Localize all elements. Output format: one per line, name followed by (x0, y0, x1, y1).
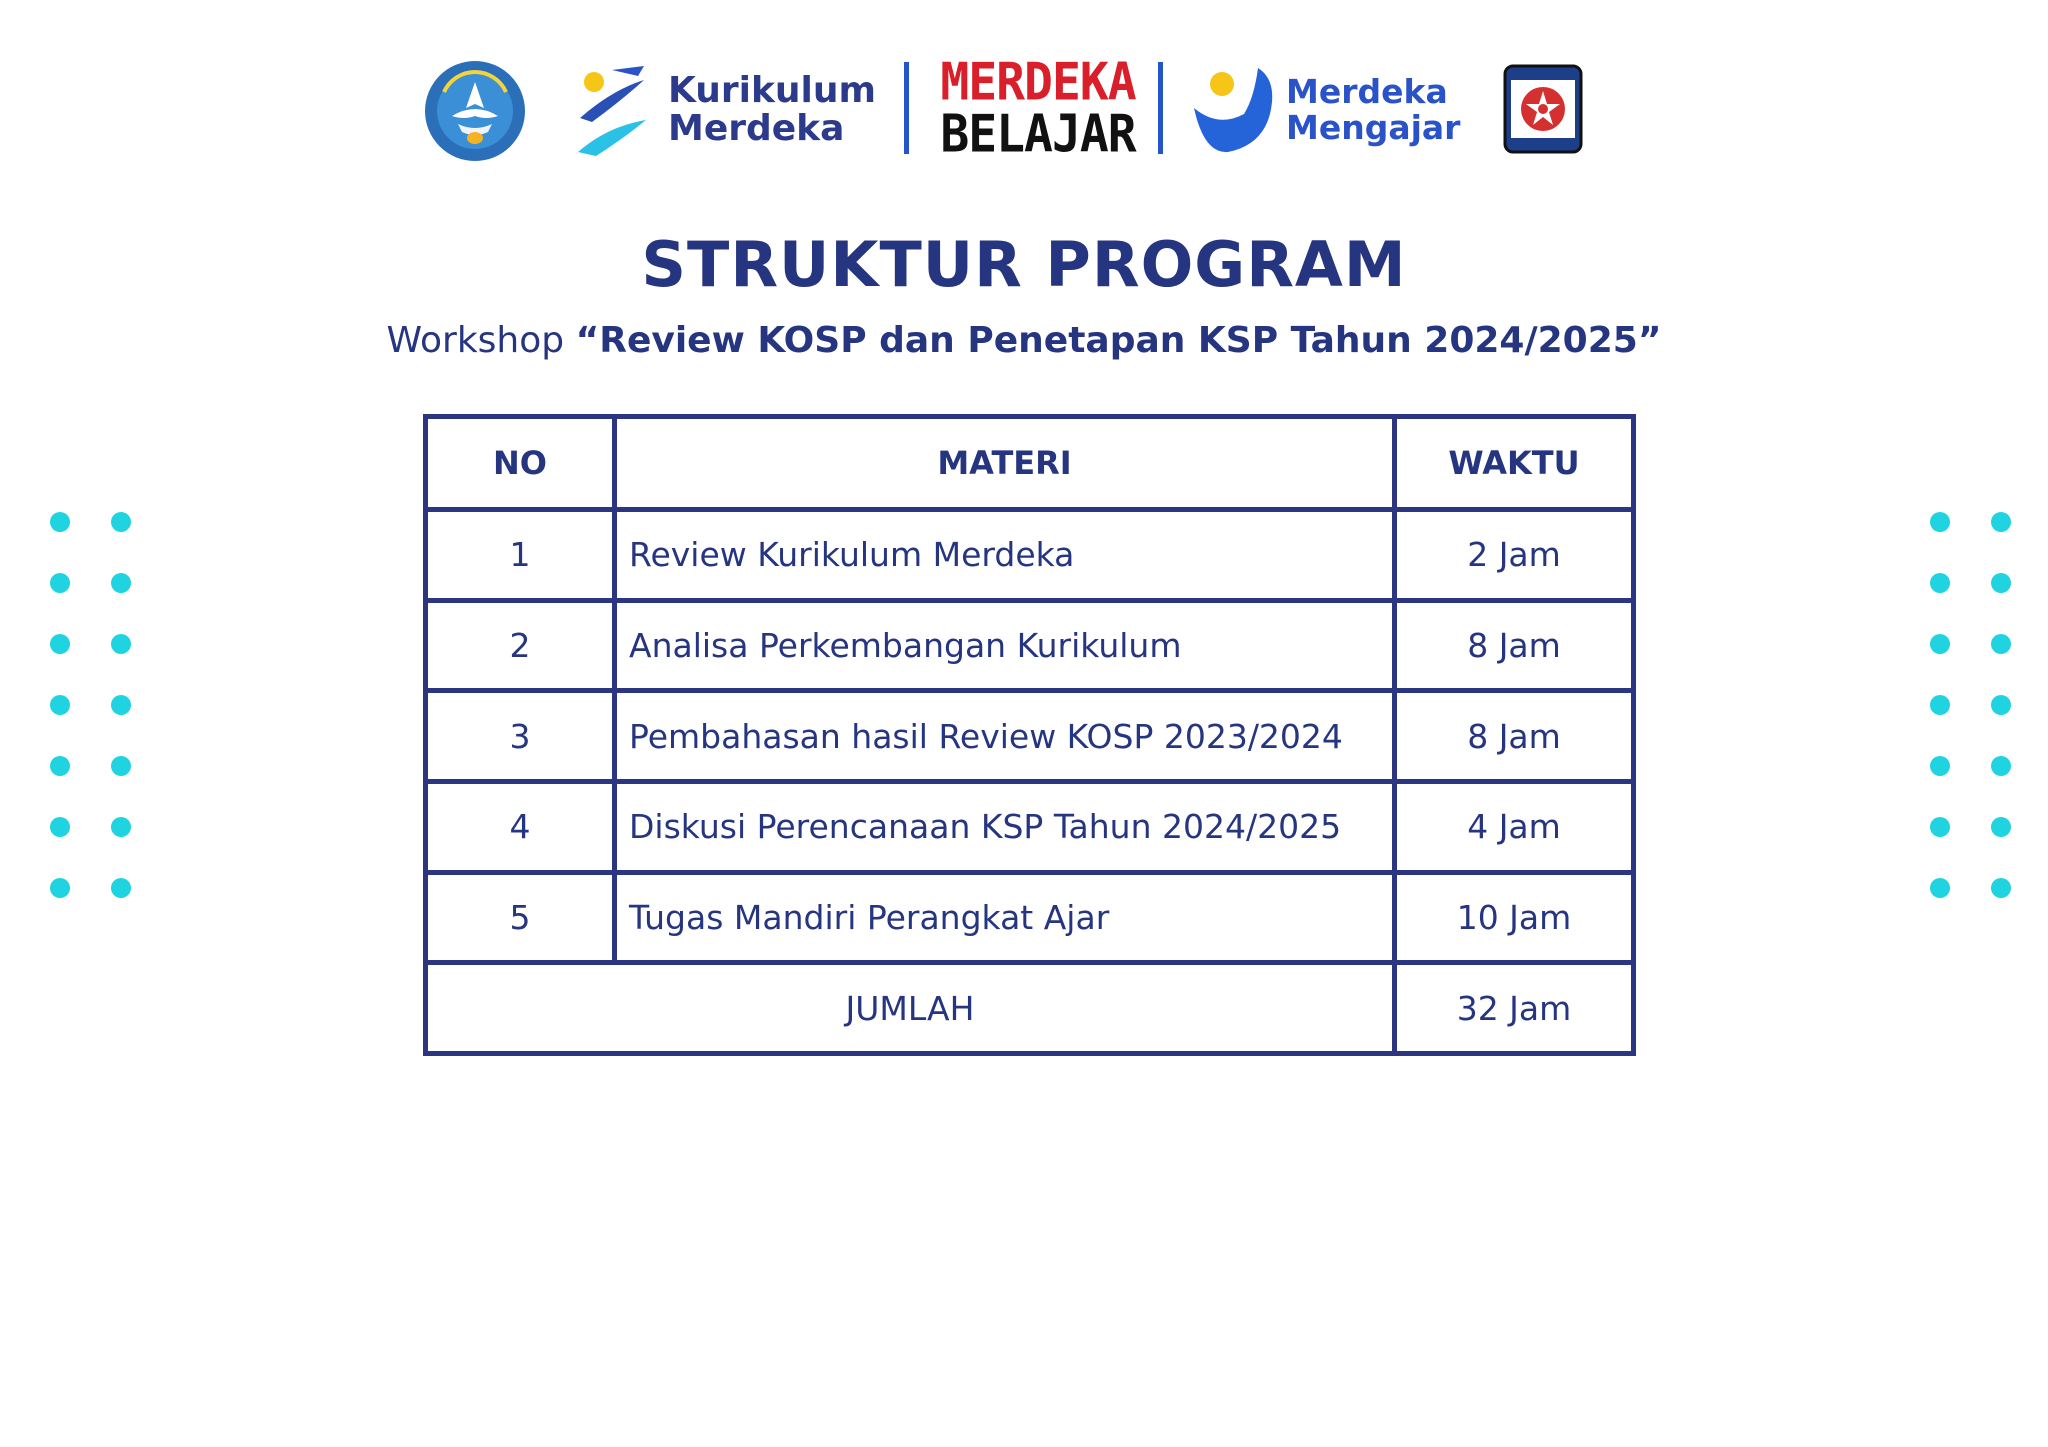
kurikulum-merdeka-wordmark: Kurikulum Merdeka (668, 70, 877, 149)
cell-no: 1 (426, 510, 615, 601)
dot (1991, 695, 2011, 715)
dot (1991, 512, 2011, 532)
decorative-dots-right (1930, 512, 2020, 892)
merdeka-belajar-logo: MERDEKA BELAJAR (940, 51, 1136, 165)
table-total-row (426, 963, 1634, 1054)
dot (1991, 573, 2011, 593)
column-header-materi: MATERI (615, 417, 1395, 510)
cell-no: 3 (426, 691, 615, 782)
dot (1930, 512, 1950, 532)
column-header-waktu: WAKTU (1395, 417, 1634, 510)
logo-strip (0, 0, 2048, 180)
dot (111, 512, 131, 532)
cell-materi: Diskusi Perencanaan KSP Tahun 2024/2025 (615, 781, 1395, 872)
cell-no: 4 (426, 781, 615, 872)
dot (111, 634, 131, 654)
dot (1991, 878, 2011, 898)
dot (1930, 817, 1950, 837)
dot (50, 817, 70, 837)
subtitle-prefix: Workshop (386, 320, 565, 361)
cell-no: 2 (426, 600, 615, 691)
table-row (426, 691, 1634, 782)
table-row (426, 872, 1634, 963)
cell-waktu: 4 Jam (1395, 781, 1634, 872)
dot (1930, 878, 1950, 898)
dot (111, 817, 131, 837)
dot (1930, 634, 1950, 654)
logo-divider (904, 62, 909, 154)
sma-negeri-1-kaliwungu-badge (1503, 64, 1583, 154)
merdeka-mengajar-wordmark: Merdeka Mengajar (1286, 72, 1461, 147)
cell-materi: Analisa Perkembangan Kurikulum (615, 600, 1395, 691)
dot (50, 878, 70, 898)
total-value: 32 Jam (1395, 963, 1634, 1054)
merdeka-mengajar-mark (1188, 58, 1278, 158)
decorative-dots-left (50, 512, 140, 892)
dot (1991, 756, 2011, 776)
dot (50, 695, 70, 715)
dot (111, 878, 131, 898)
dot (1991, 634, 2011, 654)
table-row (426, 781, 1634, 872)
dot (1930, 695, 1950, 715)
dot (111, 756, 131, 776)
table-header-row (426, 417, 1634, 510)
total-label: JUMLAH (426, 963, 1395, 1054)
tut-wuri-handayani-logo (422, 58, 528, 164)
dot (111, 573, 131, 593)
dot (1930, 573, 1950, 593)
dot (50, 634, 70, 654)
page-subtitle (0, 320, 2048, 361)
cell-waktu: 8 Jam (1395, 691, 1634, 782)
dot (50, 573, 70, 593)
cell-materi: Tugas Mandiri Perangkat Ajar (615, 872, 1395, 963)
dot (50, 756, 70, 776)
page-title: STRUKTUR PROGRAM (641, 228, 1407, 301)
program-structure-table (423, 414, 1636, 1056)
table-row (426, 510, 1634, 601)
subtitle-workshop-name: “Review KOSP dan Penetapan KSP Tahun 2024/2025” (575, 320, 1662, 361)
kurikulum-merdeka-mark (572, 60, 652, 160)
cell-materi: Review Kurikulum Merdeka (615, 510, 1395, 601)
cell-waktu: 10 Jam (1395, 872, 1634, 963)
dot (1930, 756, 1950, 776)
table-row (426, 600, 1634, 691)
cell-waktu: 2 Jam (1395, 510, 1634, 601)
cell-no: 5 (426, 872, 615, 963)
cell-waktu: 8 Jam (1395, 600, 1634, 691)
dot (50, 512, 70, 532)
column-header-no: NO (426, 417, 615, 510)
dot (1991, 817, 2011, 837)
logo-divider (1158, 62, 1163, 154)
cell-materi: Pembahasan hasil Review KOSP 2023/2024 (615, 691, 1395, 782)
dot (111, 695, 131, 715)
